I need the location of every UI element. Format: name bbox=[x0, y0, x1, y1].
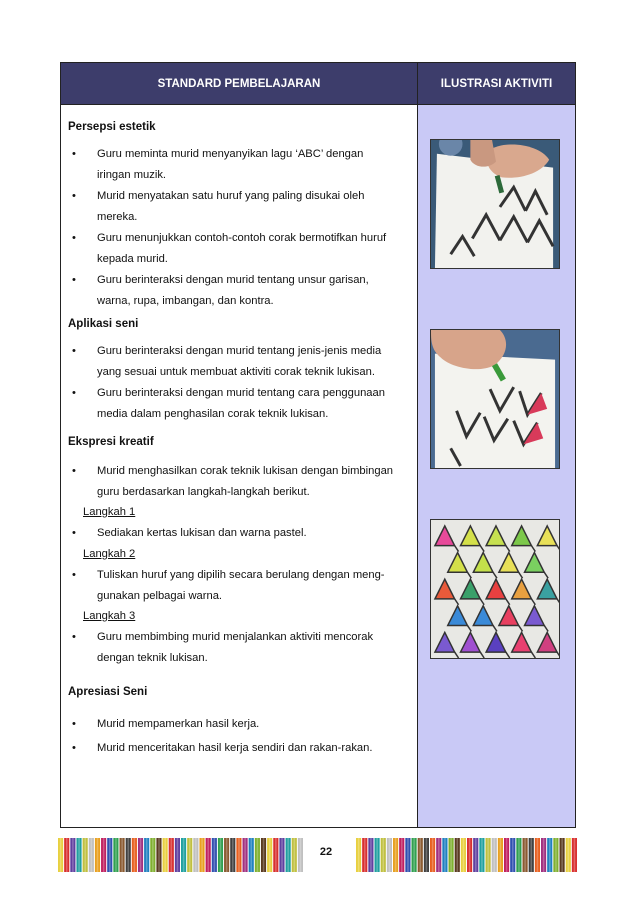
header-standard: STANDARD PEMBELAJARAN bbox=[61, 63, 418, 105]
bullet-icon: • bbox=[72, 465, 76, 477]
step-label: Langkah 3 bbox=[83, 610, 136, 622]
crayon-strip-right bbox=[356, 838, 578, 872]
list-item: • Murid mempamerkan hasil kerja. bbox=[72, 714, 408, 735]
section-title-persepsi: Persepsi estetik bbox=[68, 121, 156, 133]
bullet-icon: • bbox=[72, 232, 76, 244]
illustration-column bbox=[418, 105, 575, 827]
list-item: • Murid menceritakan hasil kerja sendiri dan rakan-rakan. bbox=[72, 738, 408, 759]
bullet-icon: • bbox=[72, 569, 76, 581]
bullet-icon: • bbox=[72, 631, 76, 643]
hand-drawing-letter-A-photo bbox=[430, 139, 560, 269]
list-item: • Guru berinteraksi dengan murid tentang unsur garisan, warna, rupa, imbangan, dan kontra. bbox=[72, 270, 408, 312]
list-item: • Guru berinteraksi dengan murid tentang jenis-jenis media yang sesuai untuk membuat aktiviti corak teknik lukisan. bbox=[72, 341, 408, 383]
list-item: • Guru berinteraksi dengan murid tentang cara penggunaan media dalam penghasilan corak teknik lukisan. bbox=[72, 383, 408, 425]
bullet-icon: • bbox=[72, 718, 76, 730]
list-item: • Guru menunjukkan contoh-contoh corak bermotifkan huruf kepada murid. bbox=[72, 228, 408, 270]
section-title-apresiasi: Apresiasi Seni bbox=[68, 686, 148, 698]
content-table bbox=[60, 62, 576, 828]
step-label: Langkah 1 bbox=[83, 506, 136, 518]
list-item: • Guru meminta murid menyanyikan lagu ‘ABC’ dengan iringan muzik. bbox=[72, 144, 408, 186]
section-title-aplikasi: Aplikasi seni bbox=[68, 318, 139, 330]
bullet-icon: • bbox=[72, 148, 76, 160]
bullet-icon: • bbox=[72, 345, 76, 357]
bullet-icon: • bbox=[72, 742, 76, 754]
bullet-icon: • bbox=[72, 527, 76, 539]
bullet-icon: • bbox=[72, 387, 76, 399]
bullet-icon: • bbox=[72, 274, 76, 286]
list-item: • Sediakan kertas lukisan dan warna pastel. bbox=[72, 523, 408, 544]
crayon-strip-left bbox=[58, 838, 304, 872]
header-ilustrasi: ILUSTRASI AKTIVITI bbox=[418, 63, 575, 105]
section-title-ekspresi: Ekspresi kreatif bbox=[68, 436, 154, 448]
hand-coloring-triangles-photo bbox=[430, 329, 560, 469]
list-item: • Murid menghasilkan corak teknik lukisan dengan bimbingan guru berdasarkan langkah-langkah berikut. bbox=[72, 461, 408, 503]
step-label: Langkah 2 bbox=[83, 548, 136, 560]
colorful-triangle-pattern-photo bbox=[430, 519, 560, 659]
list-item: • Guru membimbing murid menjalankan aktiviti mencorak dengan teknik lukisan. bbox=[72, 627, 408, 669]
list-item: • Tuliskan huruf yang dipilih secara berulang dengan meng- gunakan pelbagai warna. bbox=[72, 565, 408, 607]
bullet-icon: • bbox=[72, 190, 76, 202]
standard-column bbox=[61, 105, 418, 827]
list-item: • Murid menyatakan satu huruf yang paling disukai oleh mereka. bbox=[72, 186, 408, 228]
page-number: 22 bbox=[319, 846, 333, 858]
